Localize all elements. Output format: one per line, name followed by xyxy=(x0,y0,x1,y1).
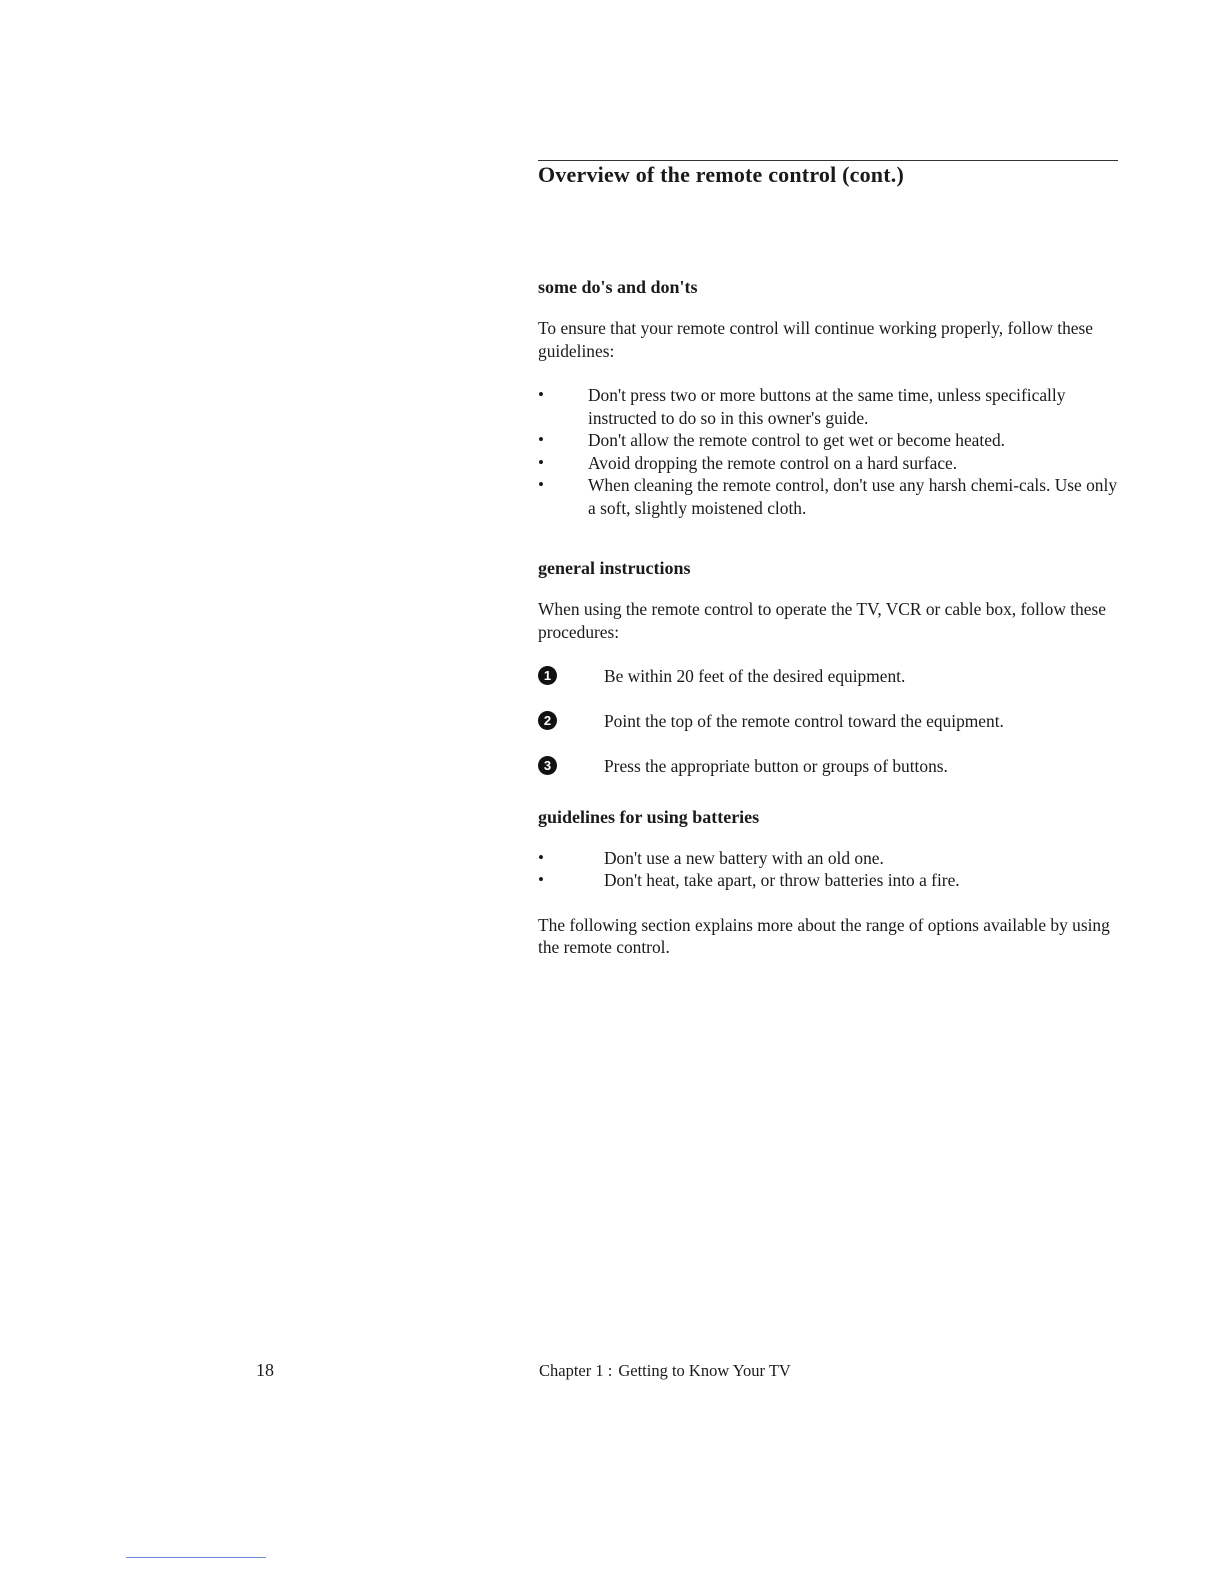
dos-donts-intro: To ensure that your remote control will continue working properly, follow these guidelines: xyxy=(538,318,1093,361)
steps-list xyxy=(538,665,1118,778)
general-instructions-heading: general instructions xyxy=(538,558,691,578)
list-item: • Don't press two or more buttons at the same time, unless specifically instructed to do so in this owner's guide. xyxy=(538,384,1118,429)
dos-donts-section xyxy=(538,270,1118,519)
list-item: • Don't heat, take apart, or throw batteries into a fire. xyxy=(538,869,1118,892)
step-number-icon: 1 xyxy=(538,666,557,685)
step-item xyxy=(538,665,1118,688)
scan-artifact-line xyxy=(126,1557,266,1558)
general-instructions-section xyxy=(538,551,1118,778)
footer-chapter xyxy=(539,1361,791,1381)
page-title: Overview of the remote control (cont.) xyxy=(538,162,904,187)
list-item: • Don't allow the remote control to get wet or become heated. xyxy=(538,429,1118,452)
main-content xyxy=(538,270,1118,959)
page-number: 18 xyxy=(256,1360,274,1380)
step-number-icon: 2 xyxy=(538,711,557,730)
batteries-list xyxy=(538,847,1118,892)
chapter-label: Chapter 1 : xyxy=(539,1361,613,1380)
batteries-closing: The following section explains more about the range of options available by using the remote control. xyxy=(538,914,1110,957)
general-instructions-intro: When using the remote control to operate the TV, VCR or cable box, follow these procedures: xyxy=(538,599,1106,642)
step-item xyxy=(538,710,1118,733)
batteries-heading: guidelines for using batteries xyxy=(538,806,760,827)
step-text: Press the appropriate button or groups of buttons. xyxy=(604,756,948,776)
step-text: Point the top of the remote control toward the equipment. xyxy=(604,711,1004,731)
dos-donts-list xyxy=(538,384,1118,519)
step-number-icon: 3 xyxy=(538,756,557,775)
chapter-title: Getting to Know Your TV xyxy=(618,1361,791,1380)
list-item: • Avoid dropping the remote control on a hard surface. xyxy=(538,452,1118,475)
step-item xyxy=(538,755,1118,778)
list-item: • Don't use a new battery with an old one. xyxy=(538,847,1118,870)
list-item: • When cleaning the remote control, don't use any harsh chemi-cals. Use only a soft, slightly moistened cloth. xyxy=(538,474,1118,519)
step-text: Be within 20 feet of the desired equipment. xyxy=(604,666,906,686)
header-rule xyxy=(538,160,1118,161)
batteries-section xyxy=(538,800,1118,959)
dos-donts-heading: some do's and don'ts xyxy=(538,277,698,297)
